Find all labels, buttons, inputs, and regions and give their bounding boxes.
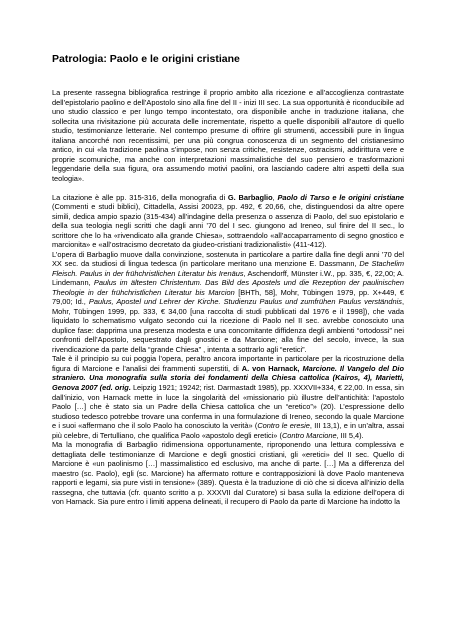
cited-title: Contro Marcione bbox=[281, 430, 337, 440]
cited-title: Paulus, Apostel und Lehrer der Kirche. Studienzu Paulus und zumfrühen Paulus verständnis bbox=[88, 297, 402, 307]
text-run: 2; rist. Darmastadt 1985), pp. XXXVII+334, € 22,00. In essa, sin dall’inizio, von Harnack mette in luce la singolarità del «missionario più illustre dell’antichità: l’apostolo Paolo […] che è stato sia un Padre della Chiesa cattolica che un “eretico”» (20). L’espressione dello studioso tedesco potrebbe trovare una conferma in una formulazione di Ireneo, secondo la quale Marcione e i suoi «affermano che il solo Paolo ha conosciuto la verità» ( bbox=[52, 382, 404, 431]
book-title: Marcione. Il Vangelo del Dio straniero. Una monografia sulla storia dei fondamenti della Chiesa cattolica (Kairos, 4), Marietti, Genova 2007 (ed. orig. bbox=[52, 363, 404, 392]
article-body bbox=[52, 88, 404, 507]
author-name: G. Barbaglio bbox=[227, 192, 273, 202]
text-run: La citazione è alle pp. 315-316, della monografia di bbox=[52, 192, 228, 202]
text-run: 3, pp. 492, € 20,66, che, distinguendosi da altre opere simili, dedica ampio spazio (315-434) all’indagine della presenza o assenza di Paolo, del suo epistolario e della sua teologia negli scritti che dagli anni ’70 del I sec. giungono ad Ireneo, sul finire del II sec., lo scrittore che lo ha «rivendicato alla grande Chiesa», sottraendolo «all’accaparramento di segno gnostico e marcionita» e «all’ostracismo decretato da giudeo-cristiani tradizionalisti» (411-412). bbox=[52, 202, 404, 250]
text-run: L’opera di Barbaglio muove dalla convinzione, sostenuta in particolare a partire dalla fine degli anni ’70 del XX sec. da studiosi di lingua tedesca (in particolare meritano una menzione E. Dassmann, bbox=[52, 249, 404, 269]
cited-title: Paulus im ältesten Christentum. Das Bild des Apostels und die Rezeption der paulinischen Theologie in der frühchristlichen Literatur bis Marcion bbox=[52, 278, 405, 297]
paragraph-barbaglio bbox=[52, 193, 404, 250]
page-title: Patrologia: Paolo e le origini cristiane bbox=[52, 53, 240, 65]
book-title: Paolo di Tarso e le origini cristiane bbox=[277, 192, 405, 202]
cited-title: De Stachelim Fleisch. Paulus in der frühchristlichen Literatur bis Irenäus bbox=[52, 259, 404, 278]
text-run: , Aschendorff, Münster i.W., pp. 335, €, 22,00; A. Lindemann, bbox=[52, 268, 404, 288]
text-run: (Commenti e studi biblici), Cittadella, Assisi 2002 bbox=[52, 202, 218, 212]
text-run: Leipzig 1921; 1924 bbox=[130, 382, 196, 392]
text-run: , III 13,1), e in un’altra, assai più celebre, di Tertulliano, che qualifica Paolo «apostolo degli eretici» ( bbox=[52, 421, 404, 440]
paragraph-marcione: Ma la monografia di Barbaglio ridimensiona opportunamente, riproponendo una lettura complessiva e dettagliata delle testimonianze di Marcione e degli gnostici cristiani, gli «eretici» del II sec. Quello di Marcione è «un paolinismo […] massimalistico ed esclusivo, ma anche di parte. […] Ma a differenza del maestro (sc. Paolo), egli (sc. Marcione) ha affermato rotture e contrapposizioni là dove Paolo manteneva rapporti e legami, sia pure visti in tensione» (389). Questa è la traduzione di ciò che si diceva all’inizio della rassegna, che tuttavia (cfr. quanto scritto a p. XXXVII dal Curatore) si basa sulla la edizione dell’opera di von Harnack. Sia pure entro i limiti appena delineati, il recupero di Paolo da parte di Marcione ha indotto la bbox=[52, 440, 404, 507]
cited-title: Contro le eresie bbox=[257, 421, 310, 431]
text-run: , bbox=[272, 192, 278, 202]
paragraph-harnack bbox=[52, 354, 404, 440]
text-run: , Mohr, Tübingen 1999, pp. 333, € 34,00 [una raccolta di studi pubblicati dal 1976 e il 1998]), che vada liquidato lo schematismo vulgato secondo cui la ricezione di Paolo nel II sec. avrebbe conosciuto una duplice fase: dapprima una presenza modesta e una concomitante diffidenza degli ambienti “ortodossi” nei confronti dell’Apostolo, sequestrato dagli gnostici e da Marcione; alla fine del secolo, invece, la sua rivendicazione da parte della “grande Chiesa” , intenta a sottrarlo agli “eretici”. bbox=[52, 297, 404, 354]
paragraph-intro: La presente rassegna bibliografica restringe il proprio ambito alla ricezione e all’accoglienza contrastate dell’epistolario paolino e dell’Apostolo sino alla fine del II - inizi III sec. La sua opportunità è riconducibile ad uno studio classico e per lungo tempo incontestato, ora disponibile anche in traduzione italiana, che sollecita una rivisitazione più accurata delle incrementate, rispetto a quelle disponibili all’autore di quello studio, testimonianze letterarie. Nel contempo presume di offrire gli strumenti, accessibili pure in lingua italiana ancorché non recentissimi, per una più congrua conoscenza di un segmento del cristianesimo antico, in cui «la tradizione paolina s’impose, non senza critiche, resistenze, ostracismi, addirittura vere e proprie scomuniche, ma anche con interpretazioni massimalistiche del suo pensiero e trasformazioni leggendarie della sua figura, ora assumendo motivi paolini, ora lasciando cadere altri aspetti della sua teologia». bbox=[52, 88, 404, 183]
paragraph-german-studies bbox=[52, 250, 404, 355]
author-name: A. von Harnack, bbox=[241, 363, 303, 373]
text-run: [BHTh, 58], Mohr, Tübingen 1979, pp. X+449, € 79,00; Id., bbox=[52, 287, 405, 307]
text-run: , III 5,4). bbox=[336, 430, 364, 440]
text-run: Tale è il principio su cui poggia l’opera, peraltro ancora importante in particolare per la ricostruzione della figura di Marcione e l’analisi dei frammenti superstiti, di bbox=[52, 354, 404, 373]
